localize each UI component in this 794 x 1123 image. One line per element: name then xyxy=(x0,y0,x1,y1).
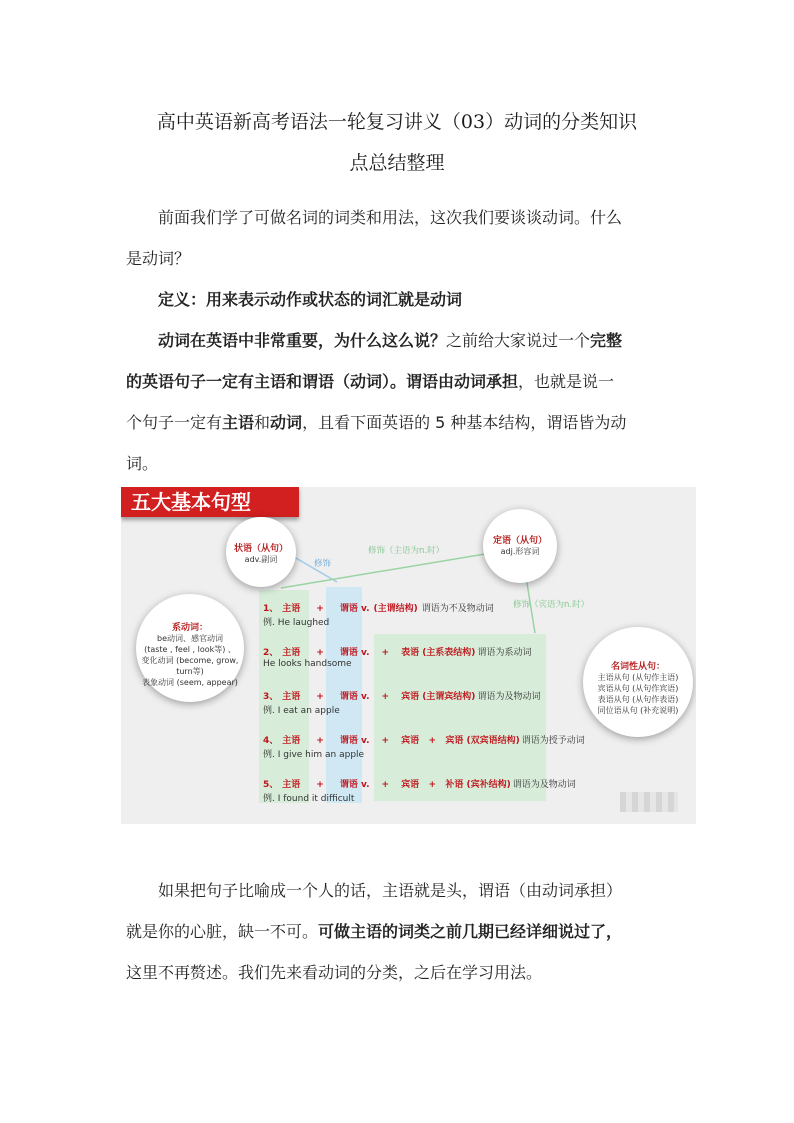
pattern-row-1 xyxy=(263,601,494,614)
linking-line-1: be动词、感官动词 xyxy=(157,634,223,643)
intro-paragraph xyxy=(126,197,666,279)
row-note: 谓语为不及物动词 xyxy=(421,604,494,614)
row-verb: 谓语 v. xyxy=(339,780,370,790)
importance-line-4: 词。 xyxy=(126,454,159,473)
intro-line-1: 前面我们学了可做名词的词类和用法，这次我们要谈谈动词。什么 xyxy=(158,208,623,227)
intro-line-2: 是动词？ xyxy=(126,249,191,268)
attributive-sub: adj.形容词 xyxy=(500,547,540,556)
pattern-example-5: 例. I found it difficult xyxy=(263,794,355,804)
noun-clause-line-3: 表语从句 (从句作表语) xyxy=(597,695,679,704)
pattern-example-1: 例. He laughed xyxy=(263,618,330,628)
importance-line-3 xyxy=(126,402,666,443)
importance-line-1 xyxy=(126,320,666,361)
row-plus-2: + xyxy=(381,780,390,790)
linking-title: 系动词： xyxy=(171,623,208,633)
linking-line-3: 变化动词 (become, grow, xyxy=(141,656,239,665)
importance-bold-4: 主语 xyxy=(222,413,255,432)
row-note: 谓语为及物动词 xyxy=(477,692,541,702)
modifier-label-blue: 修饰 xyxy=(314,559,332,569)
row-plus: + xyxy=(316,648,324,658)
outro-line-1: 如果把句子比喻成一个人的话，主语就是头，谓语（由动词承担） xyxy=(158,881,623,900)
outro-normal: 就是你的心脏，缺一不可。 xyxy=(126,922,319,941)
importance-bold-1: 动词在英语中非常重要，为什么这么说？ xyxy=(158,331,447,350)
sentence-patterns-figure xyxy=(121,487,696,824)
row-verb: 谓语 v. xyxy=(339,692,370,702)
row-note: 谓语为授予动词 xyxy=(521,736,585,746)
adverbial-title: 状语（从句） xyxy=(233,544,288,554)
modifier-label-object: 修饰（宾语为n.时） xyxy=(513,600,590,610)
adverbial-bubble xyxy=(226,517,296,587)
outro-bold: 可做主语的词类之前几期已经详细说过了， xyxy=(318,922,623,941)
row-number: 3、 xyxy=(263,692,279,702)
linking-line-2: (taste , feel , look等) 、 xyxy=(144,645,236,654)
row-verb: 谓语 v. xyxy=(339,736,370,746)
importance-paragraph xyxy=(126,320,666,484)
outro-line-3: 这里不再赘述。我们先来看动词的分类，之后在学习用法。 xyxy=(126,963,543,982)
row-note: 谓语为及物动词 xyxy=(512,780,576,790)
pattern-example-4: 例. I give him an apple xyxy=(263,750,365,760)
pattern-row-4 xyxy=(263,733,585,746)
pattern-example-3: 例. I eat an apple xyxy=(263,706,340,716)
attributive-title: 定语（从句） xyxy=(492,536,547,546)
row-structure: (主谓结构) xyxy=(373,604,418,614)
importance-bold-5: 动词 xyxy=(270,413,303,432)
importance-normal-1: 之前给大家说过一个 xyxy=(446,331,591,350)
importance-normal-5: ，且看下面英语的 5 种基本结构，谓语皆为动 xyxy=(302,413,627,432)
row-number: 1、 xyxy=(263,604,279,614)
importance-bold-3: 的英语句子一定有主语和谓语（动词）。谓语由动词承担 xyxy=(126,372,519,391)
row-plus-2: + xyxy=(381,648,390,658)
row-plus-2: + xyxy=(381,692,390,702)
row-subject: 主语 xyxy=(282,604,301,614)
row-structure: 宾语 + 补语 (宾补结构) xyxy=(401,780,511,790)
importance-normal-4: 和 xyxy=(254,413,271,432)
row-number: 2、 xyxy=(263,648,279,658)
row-structure: 宾语 (主谓宾结构) xyxy=(401,692,476,702)
row-subject: 主语 xyxy=(282,780,301,790)
definition-line xyxy=(126,279,666,320)
row-plus-2: + xyxy=(381,736,390,746)
importance-bold-2: 完整 xyxy=(590,331,623,350)
attributive-bubble xyxy=(483,509,557,583)
row-subject: 主语 xyxy=(282,736,301,746)
pattern-example-2: He looks handsome xyxy=(263,659,352,669)
adverbial-sub: adv.副词 xyxy=(244,555,278,564)
row-structure: 宾语 + 宾语 (双宾语结构) xyxy=(401,736,520,746)
linking-line-4: turn等) xyxy=(176,667,204,676)
row-number: 5、 xyxy=(263,780,279,790)
pattern-row-5 xyxy=(263,777,576,790)
outro-line-2 xyxy=(126,911,666,952)
row-plus: + xyxy=(316,780,324,790)
noun-clause-title: 名词性从句： xyxy=(610,662,665,672)
blurred-watermark xyxy=(620,792,678,812)
linking-line-5: 表象动词 (seem, appear) xyxy=(142,678,238,687)
importance-normal-3: 个句子一定有 xyxy=(126,413,223,432)
noun-clause-bubble xyxy=(583,627,693,737)
row-subject: 主语 xyxy=(282,648,301,658)
figure-banner: 五大基本句型 xyxy=(121,487,299,517)
row-structure: 表语 (主系表结构) xyxy=(401,648,476,658)
noun-clause-line-1: 主语从句 (从句作主语) xyxy=(597,673,679,682)
pattern-row-3 xyxy=(263,689,540,702)
page-title-line-1: 高中英语新高考语法一轮复习讲义（03）动词的分类知识 xyxy=(156,111,638,133)
row-plus: + xyxy=(316,604,324,614)
row-plus: + xyxy=(316,692,324,702)
modifier-label-subject: 修饰（主语为n.时） xyxy=(368,546,445,556)
row-number: 4、 xyxy=(263,736,279,746)
noun-clause-line-4: 同位语从句 (补充说明) xyxy=(597,706,679,715)
noun-clause-line-2: 宾语从句 (从句作宾语) xyxy=(597,684,679,693)
linking-verb-bubble xyxy=(136,594,244,702)
attributive-connector-subject xyxy=(281,554,485,588)
row-plus: + xyxy=(316,736,324,746)
pattern-row-2 xyxy=(263,645,531,658)
outro-paragraph xyxy=(126,870,666,993)
row-note: 谓语为系动词 xyxy=(477,648,532,658)
row-verb: 谓语 v. xyxy=(339,648,370,658)
importance-normal-2: ，也就是说一 xyxy=(518,372,615,391)
definition-text: 定义：用来表示动作或状态的词汇就是动词 xyxy=(158,290,463,309)
page-title-line-2: 点总结整理 xyxy=(349,152,445,174)
importance-line-2 xyxy=(126,361,666,402)
row-subject: 主语 xyxy=(282,692,301,702)
row-verb: 谓语 v. xyxy=(339,604,370,614)
